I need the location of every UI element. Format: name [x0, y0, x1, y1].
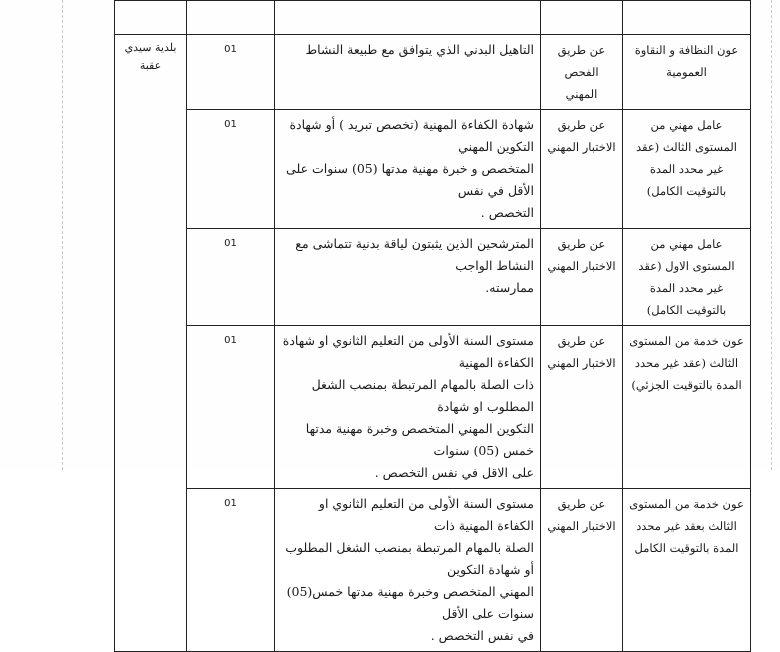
conditions-cell [275, 1, 541, 35]
count-cell: 01 [187, 35, 275, 110]
table-body [115, 1, 751, 652]
scan-edge-right [771, 0, 773, 470]
post-cell: عامل مهني من المستوى الاول (عقد غير محدد المدة بالتوقيت الكامل) [623, 229, 751, 326]
conditions-cell [275, 326, 541, 489]
post-cell: عون النظافة و النقاوة العمومية [623, 35, 751, 110]
table-row [115, 229, 751, 326]
post-cell: عون خدمة من المستوى الثالث (عقد غير محدد المدة بالتوقيت الجزئي) [623, 326, 751, 489]
method-cell: عن طريق الفحص المهني [541, 35, 623, 110]
method-cell: عن طريق الاختبار المهني [541, 326, 623, 489]
municipality-cell: بلدية سيدي عقبة [115, 35, 187, 652]
count-cell: 01 [187, 326, 275, 489]
conditions-cell [275, 229, 541, 326]
condition-line: ذات الصلة بالمهام المرتبطة بمنصب الشغل المطلوب او شهادة [311, 377, 534, 414]
method-cell: عن طريق الاختبار المهني [541, 229, 623, 326]
post-cell: عون خدمة من المستوى الثالث بعقد غير محدد المدة بالتوقيت الكامل [623, 489, 751, 652]
scan-edge-left [62, 0, 64, 470]
conditions-cell [275, 35, 541, 110]
condition-line: المتخصص و خبرة مهنية مدتها (05) سنوات على الأقل في نفس [286, 161, 534, 198]
table-row [115, 35, 751, 110]
recruitment-table-wrapper [114, 0, 750, 643]
conditions-cell [275, 489, 541, 652]
method-cell: عن طريق الاختبار المهني [541, 489, 623, 652]
table-row [115, 1, 751, 35]
condition-line: الصلة بالمهام المرتبطة بمنصب الشغل المطلوب أو شهادة التكوين [285, 540, 534, 577]
condition-line: التكوين المهني المتخصص وخبرة مهنية مدتها خمس (05) سنوات [305, 421, 534, 458]
condition-line: التخصص . [480, 205, 534, 220]
condition-line: مستوى السنة الأولى من التعليم الثانوي او شهادة الكفاءة المهنية [282, 333, 534, 370]
condition-line: مستوى السنة الأولى من التعليم الثانوي او الكفاءة المهنية ذات [318, 496, 534, 533]
conditions-cell [275, 110, 541, 229]
post-cell [623, 1, 751, 35]
post-cell: عامل مهني من المستوى الثالث (عقد غير محدد المدة بالتوقيت الكامل) [623, 110, 751, 229]
condition-line: التاهيل البدني الذي يتوافق مع طبيعة النشاط [305, 42, 534, 57]
count-cell: 01 [187, 489, 275, 652]
condition-line: المهني المتخصص وخبرة مهنية مدتها خمس(05) سنوات على الأقل [286, 584, 534, 621]
count-cell: 01 [187, 110, 275, 229]
table-row [115, 326, 751, 489]
condition-line: على الاقل في نفس التخصص . [374, 465, 534, 480]
recruitment-table [114, 0, 751, 652]
method-cell: عن طريق الاختبار المهني [541, 110, 623, 229]
condition-line: المترشحين الذين يثبتون لياقة بدنية تتماشى مع النشاط الواجب [295, 236, 534, 273]
count-cell [187, 1, 275, 35]
table-row [115, 110, 751, 229]
condition-line: ممارسته. [485, 280, 534, 295]
municipality-cell-top [115, 1, 187, 35]
table-row [115, 489, 751, 652]
count-cell: 01 [187, 229, 275, 326]
condition-line: في نفس التخصص . [430, 628, 534, 643]
method-cell [541, 1, 623, 35]
condition-line: شهادة الكفاءة المهنية (تخصص تبريد ) أو شهادة التكوين المهني [289, 117, 534, 154]
